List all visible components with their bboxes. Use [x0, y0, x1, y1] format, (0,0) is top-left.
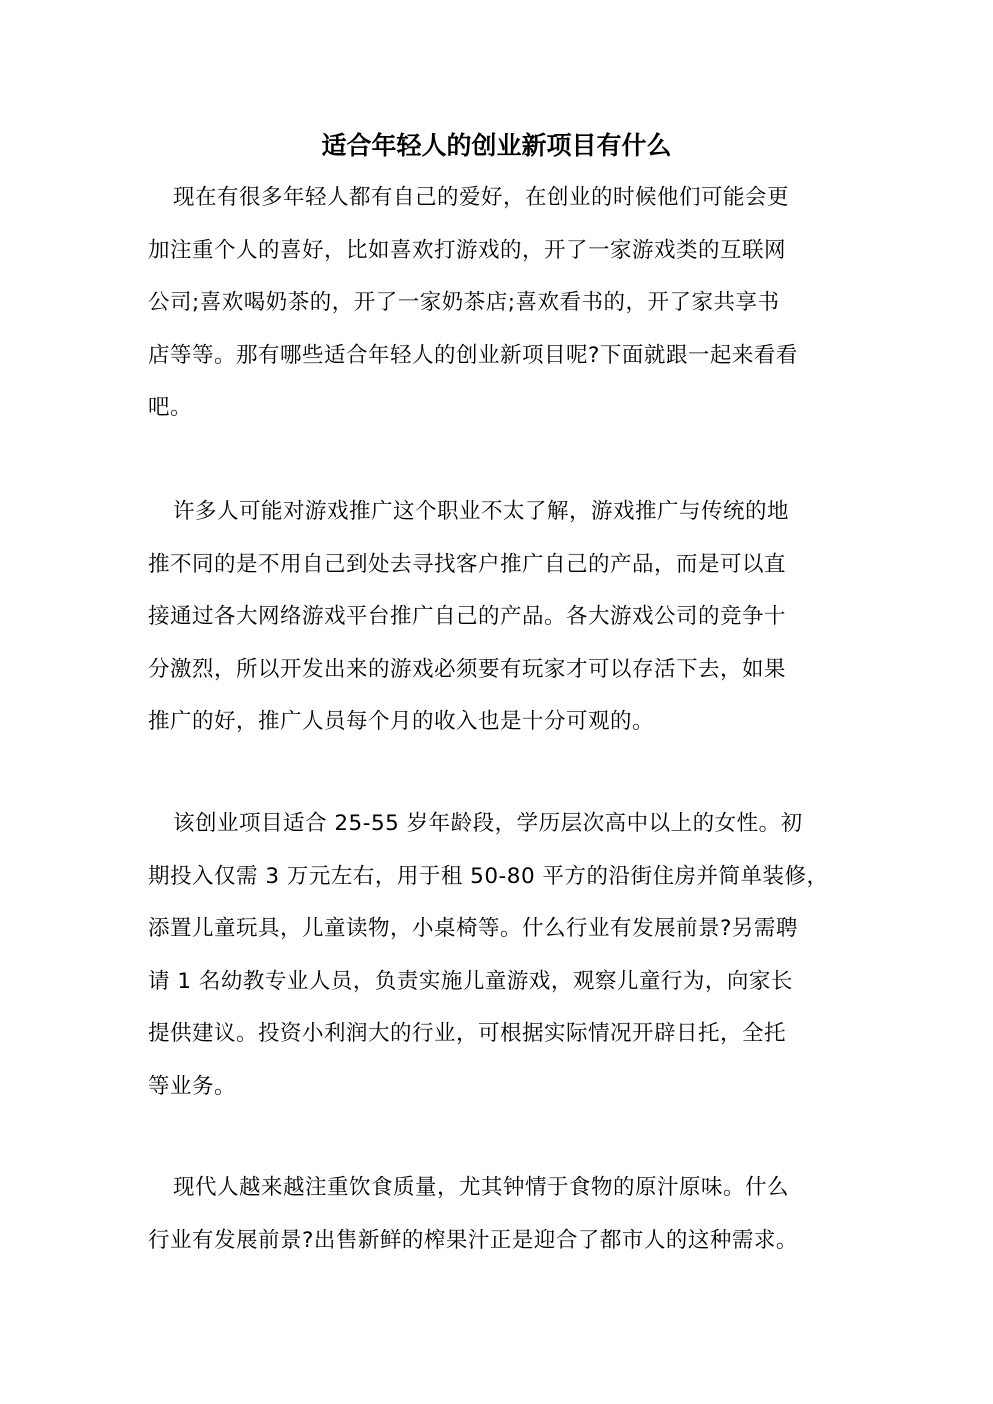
- paragraph-line: 现在有很多年轻人都有自己的爱好，在创业的时候他们可能会更: [173, 185, 790, 210]
- paragraph-line: 该创业项目适合 25-55 岁年龄段，学历层次高中以上的女性。初: [173, 811, 803, 836]
- paragraph-line: 吧。: [148, 395, 193, 420]
- paragraph-line: 等业务。: [148, 1073, 237, 1099]
- paragraph-juice-business: [148, 1162, 848, 1267]
- paragraph-line: 现代人越来越注重饮食质量，尤其钟情于食物的原汁原味。什么: [173, 1175, 790, 1200]
- paragraph-line: 提供建议。投资小利润大的行业，可根据实际情况开辟日托，全托: [148, 1021, 787, 1046]
- paragraph-line: 店等等。那有哪些适合年轻人的创业新项目呢?下面就跟一起来看看: [148, 342, 798, 368]
- paragraph-line: 推广的好，推广人员每个月的收入也是十分可观的。: [148, 709, 655, 734]
- paragraph-line: 公司;喜欢喝奶茶的，开了一家奶茶店;喜欢看书的，开了家共享书: [148, 290, 780, 315]
- paragraph-line: 请 1 名幼教专业人员，负责实施儿童游戏，观察儿童行为，向家长: [148, 968, 793, 994]
- paragraph-game-promotion: [148, 486, 848, 749]
- paragraph-line: 推不同的是不用自己到处去寻找客户推广自己的产品，而是可以直: [148, 551, 787, 577]
- paragraph-line: 期投入仅需 3 万元左右，用于租 50-80 平方的沿街住房并简单装修，: [148, 863, 829, 889]
- paragraph-childcare-project: [148, 798, 848, 1113]
- paragraph-line: 添置儿童玩具，儿童读物，小桌椅等。什么行业有发展前景?另需聘: [148, 916, 798, 941]
- paragraph-line: 分激烈，所以开发出来的游戏必须要有玩家才可以存活下去，如果: [148, 656, 787, 682]
- paragraph-line: 许多人可能对游戏推广这个职业不太了解，游戏推广与传统的地: [173, 499, 790, 524]
- paragraph-line: 加注重个人的喜好，比如喜欢打游戏的，开了一家游戏类的互联网: [148, 237, 787, 263]
- document-title: 适合年轻人的创业新项目有什么: [321, 131, 672, 160]
- paragraph-line: 行业有发展前景?出售新鲜的榨果汁正是迎合了都市人的这种需求。: [148, 1227, 798, 1253]
- paragraph-line: 接通过各大网络游戏平台推广自己的产品。各大游戏公司的竞争十: [148, 604, 787, 629]
- paragraph-intro: [148, 172, 848, 435]
